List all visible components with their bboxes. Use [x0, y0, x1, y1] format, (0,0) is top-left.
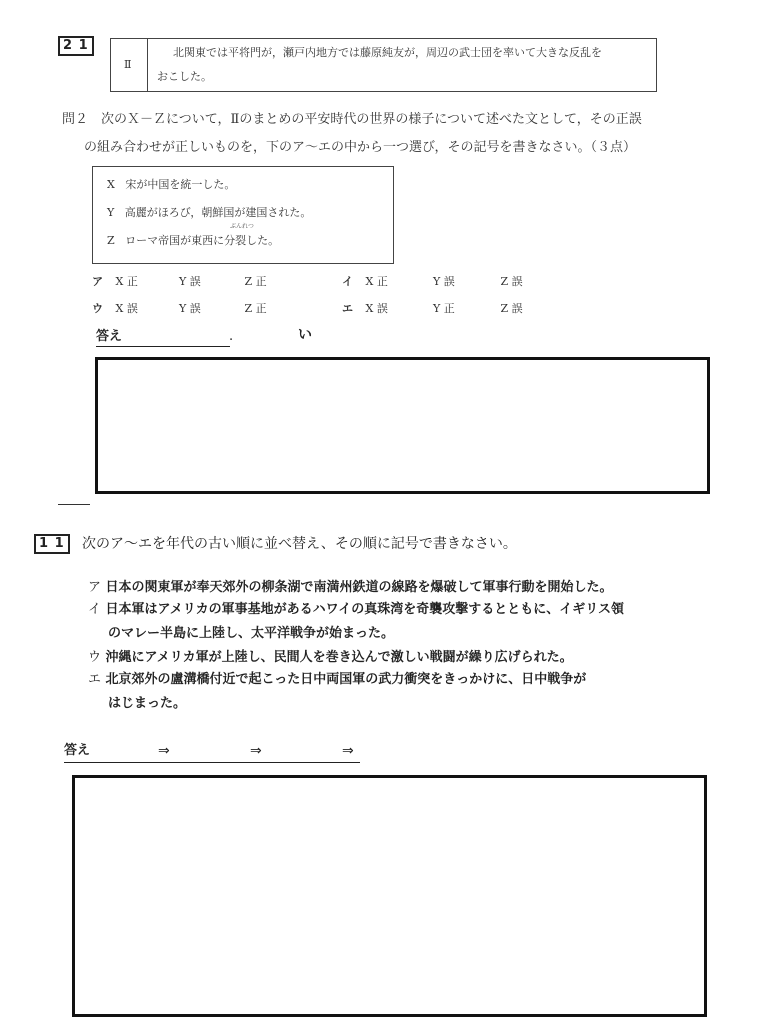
choice-x: X 正 [365, 275, 388, 288]
item-text: 日本の関東軍が奉天郊外の柳条湖で南満州鉄道の線路を爆破して軍事行動を開始した。 [105, 580, 613, 595]
item-text: 北京郊外の盧溝橋付近で起こった日中両国軍の武力衝突をきっかけに、日中戦争が [105, 672, 587, 687]
item-text: 日本軍はアメリカの軍事基地があるハワイの真珠湾を奇襲攻撃するとともに、イギリス領 [105, 602, 624, 617]
answer-line-11 [64, 742, 360, 763]
choice-label: イ [342, 275, 353, 288]
answer-dot: . [229, 329, 234, 344]
choice-x: X 正 [115, 275, 138, 288]
statement-y [107, 201, 311, 225]
table-text-line-2: おこした。 [157, 70, 212, 83]
choice-u [92, 297, 305, 321]
choice-y: Y 誤 [179, 275, 201, 288]
item-text-continued: はじまった。 [108, 696, 187, 711]
statement-text: 高麗がほろび，朝鮮国が建国された。 [124, 206, 312, 219]
choice-i [342, 270, 561, 294]
table-text-line-1: 北関東では平将門が，瀬戸内地方では藤原純友が，周辺の武士団を率いて大きな反乱を [173, 46, 602, 59]
list-item [88, 578, 613, 598]
choice-label: ア [92, 275, 103, 288]
choice-x: X 誤 [365, 302, 388, 315]
statement-z [107, 229, 279, 253]
choice-y: Y 誤 [433, 275, 455, 288]
question-number-11: 1 1 [34, 534, 70, 554]
instruction-11: 次のア～エを年代の古い順に並べ替え、その順に記号で書きなさい。 [82, 536, 517, 552]
divider-mark [58, 504, 90, 505]
choice-label: エ [342, 302, 353, 315]
statement-text: 宋が中国を統一した。 [125, 178, 236, 191]
statement-letter: Z [107, 234, 115, 247]
choice-a [92, 270, 305, 294]
answer-box-11[interactable] [72, 775, 707, 1017]
item-text-continued: のマレー半島に上陸し、太平洋戦争が始まった。 [108, 626, 395, 641]
choice-z: Z 誤 [500, 275, 523, 288]
answer-label-11: 答え [64, 743, 91, 758]
statement-letter: X [107, 178, 115, 191]
choice-y: Y 誤 [179, 302, 201, 315]
table-label: Ⅱ [124, 58, 132, 71]
item-text: 沖縄にアメリカ軍が上陸し、民間人を巻き込んで激しい戦闘が繰り広げられた。 [105, 650, 573, 665]
statement-text: ローマ帝国が東西に分裂した。 [125, 234, 280, 247]
choice-e [342, 297, 561, 321]
list-item [88, 600, 624, 620]
question-number-21: 2 1 [58, 36, 94, 56]
item-label: ア [88, 580, 102, 595]
answer-box-21[interactable] [95, 357, 710, 494]
arrow-icon: ⇒ [342, 743, 354, 759]
choice-z: Z 正 [244, 275, 267, 288]
item-label: ウ [88, 650, 102, 665]
question-line-2: の組み合わせが正しいものを，下のア～エの中から一つ選び，その記号を書きなさい。（３点） [84, 140, 636, 155]
arrow-icon: ⇒ [158, 743, 170, 759]
answer-label-21: 答え [96, 328, 230, 347]
choice-z: Z 誤 [500, 302, 523, 315]
summary-table [110, 38, 657, 92]
table-divider [147, 39, 148, 91]
choice-y: Y 正 [433, 302, 455, 315]
choice-label: ウ [92, 302, 103, 315]
question-line-1: 問２ 次のＸ－Ｚについて，Ⅱのまとめの平安時代の世界の様子について述べた文として，その正誤 [62, 112, 642, 127]
answer-value-21: い [298, 327, 312, 343]
statements-box [92, 166, 394, 264]
item-label: エ [88, 672, 102, 687]
choice-x: X 誤 [115, 302, 138, 315]
list-item [88, 670, 586, 690]
choice-z: Z 正 [244, 302, 267, 315]
statement-x [107, 173, 235, 197]
list-item [88, 648, 573, 668]
arrow-icon: ⇒ [250, 743, 262, 759]
statement-letter: Y [107, 206, 115, 219]
ruby-text: ぶんれつ [230, 223, 254, 230]
item-label: イ [88, 602, 102, 617]
